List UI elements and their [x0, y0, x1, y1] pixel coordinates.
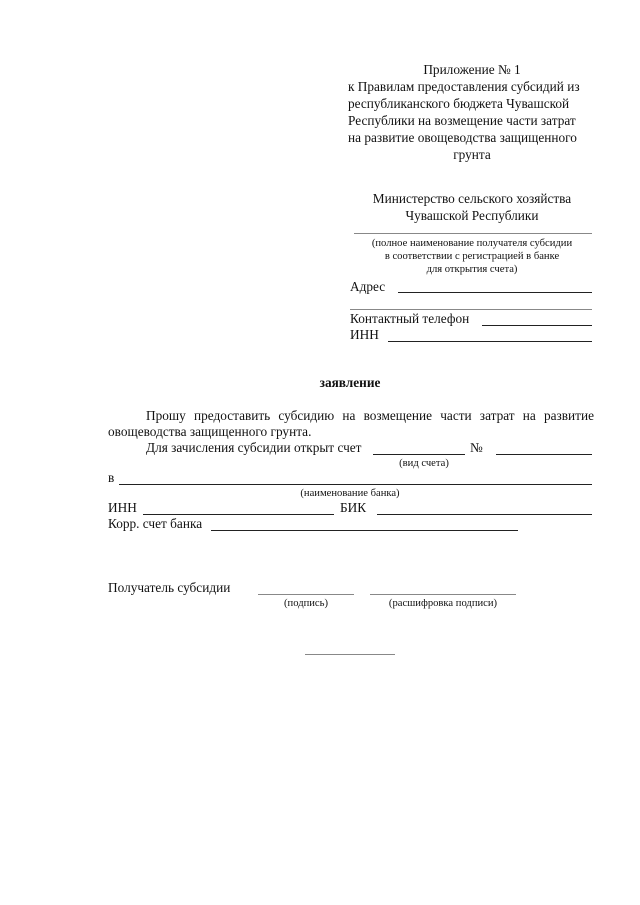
bank-name-field[interactable]: [119, 484, 592, 485]
statement-paragraph-line-2: овощеводства защищенного грунта.: [108, 424, 312, 439]
ministry-name: [348, 191, 596, 224]
ministry-line-2: Чувашской Республики: [405, 208, 539, 223]
address-label: Адрес: [350, 279, 386, 294]
ministry-line-1: Министерство сельского хозяйства: [372, 191, 572, 206]
appendix-line-5: на развитие овощеводства защищенного: [348, 130, 577, 145]
phone-label: Контактный телефон: [350, 311, 470, 326]
signature-decode-hint: (расшифровка подписи): [388, 598, 498, 609]
footer-separator: [305, 654, 395, 655]
bank-inn-label: ИНН: [108, 500, 137, 515]
appendix-line-4: Республики на возмещение части затрат: [348, 113, 576, 128]
account-type-hint: (вид счета): [399, 458, 449, 469]
recipient-hint-line-3: для открытия счета): [426, 264, 518, 275]
bank-name-hint: (наименование банка): [300, 488, 400, 499]
appendix-line-2: к Правилам предоставления субсидий из: [348, 79, 580, 94]
account-label: Для зачисления субсидии открыт счет: [146, 440, 362, 455]
recipient-hint-line-2: в соответствии с регистрацией в банке: [384, 251, 560, 262]
bik-label: БИК: [340, 500, 367, 515]
recipient-name-underline: [354, 233, 592, 234]
statement-title: заявление: [319, 375, 381, 390]
account-type-field[interactable]: [373, 454, 465, 455]
bank-prefix: в: [108, 470, 115, 485]
corr-account-label: Корр. счет банка: [108, 516, 203, 531]
appendix-line-6: грунта: [453, 147, 491, 162]
recipient-hint-line-1: (полное наименование получателя субсидии: [371, 238, 573, 249]
appendix-block: [348, 62, 596, 163]
appendix-number: Приложение № 1: [423, 62, 521, 77]
bik-field[interactable]: [377, 514, 592, 515]
statement-paragraph-line-1: Прошу предоставить субсидию на возмещение части затрат на развитие: [146, 408, 594, 423]
account-number-field[interactable]: [496, 454, 592, 455]
address-field[interactable]: [398, 292, 592, 293]
recipient-inn-label: ИНН: [350, 327, 379, 342]
signature-label: Получатель субсидии: [108, 580, 231, 595]
number-sign: №: [470, 440, 483, 455]
signature-decode-field[interactable]: [370, 594, 516, 595]
bank-inn-field[interactable]: [143, 514, 334, 515]
address-field-continued[interactable]: [350, 309, 592, 310]
appendix-line-3: республиканского бюджета Чувашской: [348, 96, 570, 111]
recipient-inn-field[interactable]: [388, 341, 592, 342]
recipient-hint: [348, 237, 596, 276]
corr-account-field[interactable]: [211, 530, 518, 531]
signature-hint: (подпись): [284, 598, 328, 609]
phone-field[interactable]: [482, 325, 592, 326]
signature-field[interactable]: [258, 594, 354, 595]
